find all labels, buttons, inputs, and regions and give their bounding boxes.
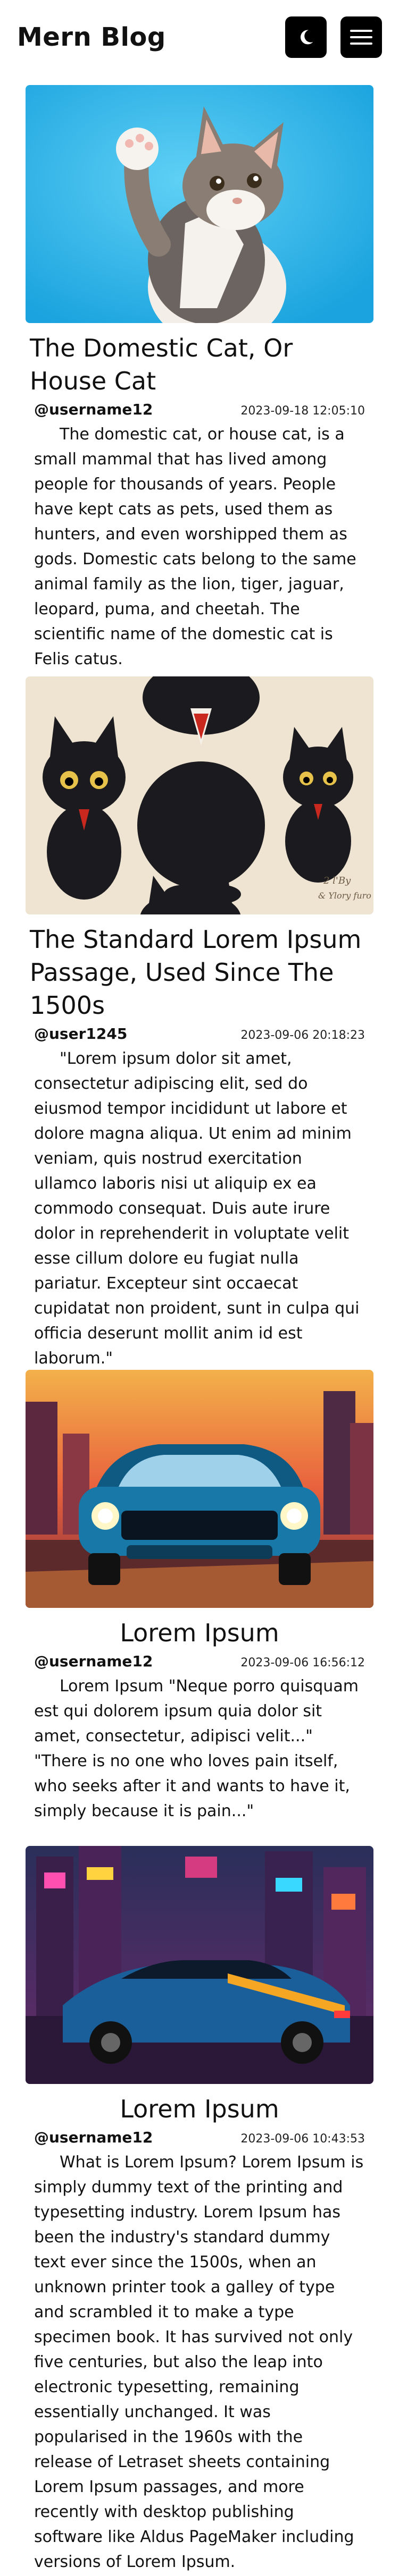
brand-logo[interactable]: Mern Blog (17, 22, 166, 52)
image-caption-line: & Ylory furo (318, 891, 371, 901)
post-body: "Lorem ipsum dolor sit amet, consectetur adipiscing elit, sed do eiusmod tempor incididunt ut labore et dolore magna aliqua. Ut enim ad minim veniam, quis nostrud exercitation ullamco laboris nisi ut aliquip ex ea commodo consequat. Duis aute irure dolor in reprehenderit in voluptate velit esse cillum dolore eu fugiat nulla pariatur. Excepteur sint occaecat cupidatat non proident, sunt in culpa qui officia deserunt mollit anim id est laborum." (34, 1049, 360, 1368)
post-body: Lorem Ipsum "Neque porro quisquam est qui dolorem ipsum quia dolor sit amet, consectetur, adipisci velit..." "There is no one who loves pain itself, who seeks after it and wants to have it, simply because it is pain..." (34, 1677, 359, 1820)
hamburger-menu-icon (349, 28, 373, 47)
post-title[interactable]: Lorem Ipsum (120, 1619, 279, 1647)
post-body: What is Lorem Ipsum? Lorem Ipsum is simply dummy text of the printing and typesetting industry. Lorem Ipsum has been the industry's standard dummy text ever since the 1500s, when an unknown printer took a galley of type and scrambled it to make a type specimen book. It has survived not only five centuries, but also the leap into electronic typesetting, remaining essentially unchanged. It was popularised in the 1960s with the release of Letraset sheets containing Lorem Ipsum passages, and more recently with desktop publishing software like Aldus PageMaker including versions of Lorem Ipsum. (34, 2153, 364, 2571)
post-author[interactable]: @username12 (34, 1653, 153, 1670)
post-date: 2023-09-18 12:05:10 (240, 404, 365, 418)
post-image-black-cats[interactable] (26, 676, 373, 914)
post-meta (26, 2129, 373, 2148)
post-image-cat[interactable] (26, 85, 373, 323)
post-meta (26, 1653, 373, 1672)
top-navbar (0, 0, 399, 74)
post-meta (26, 401, 373, 420)
post-card[interactable] (26, 676, 373, 1371)
post-date: 2023-09-06 10:43:53 (240, 2132, 365, 2146)
header-actions (285, 16, 382, 58)
image-caption-line: 2 l'By (323, 875, 351, 886)
post-author[interactable]: @user1245 (34, 1025, 128, 1043)
post-meta (26, 1025, 373, 1044)
post-date: 2023-09-06 16:56:12 (240, 1656, 365, 1670)
post-image-muscle-car[interactable] (26, 1370, 373, 1608)
post-author[interactable]: @username12 (34, 2129, 153, 2146)
post-body: The domestic cat, or house cat, is a small mammal that has lived among people for thousands of years. People have kept cats as pets, used them as hunters, and even worshipped them as gods. Domestic cats belong to the same animal family as the lion, tiger, jaguar, leopard, puma, and cheetah. The scientific name of the domestic cat is Felis catus. (34, 425, 356, 668)
post-title[interactable]: The Domestic Cat, Or House Cat (30, 334, 293, 395)
theme-toggle-button[interactable] (285, 16, 327, 58)
post-title[interactable]: The Standard Lorem Ipsum Passage, Used Since The 1500s (30, 925, 362, 1020)
post-date: 2023-09-06 20:18:23 (240, 1029, 365, 1042)
moon-icon (297, 28, 315, 46)
post-author[interactable]: @username12 (34, 401, 153, 418)
post-card[interactable] (26, 1370, 373, 1824)
menu-button[interactable] (340, 16, 382, 58)
post-image-neon-city-car[interactable] (26, 1846, 373, 2084)
post-card[interactable] (26, 1846, 373, 2574)
post-title[interactable]: Lorem Ipsum (120, 2095, 279, 2123)
post-card[interactable] (26, 85, 373, 672)
